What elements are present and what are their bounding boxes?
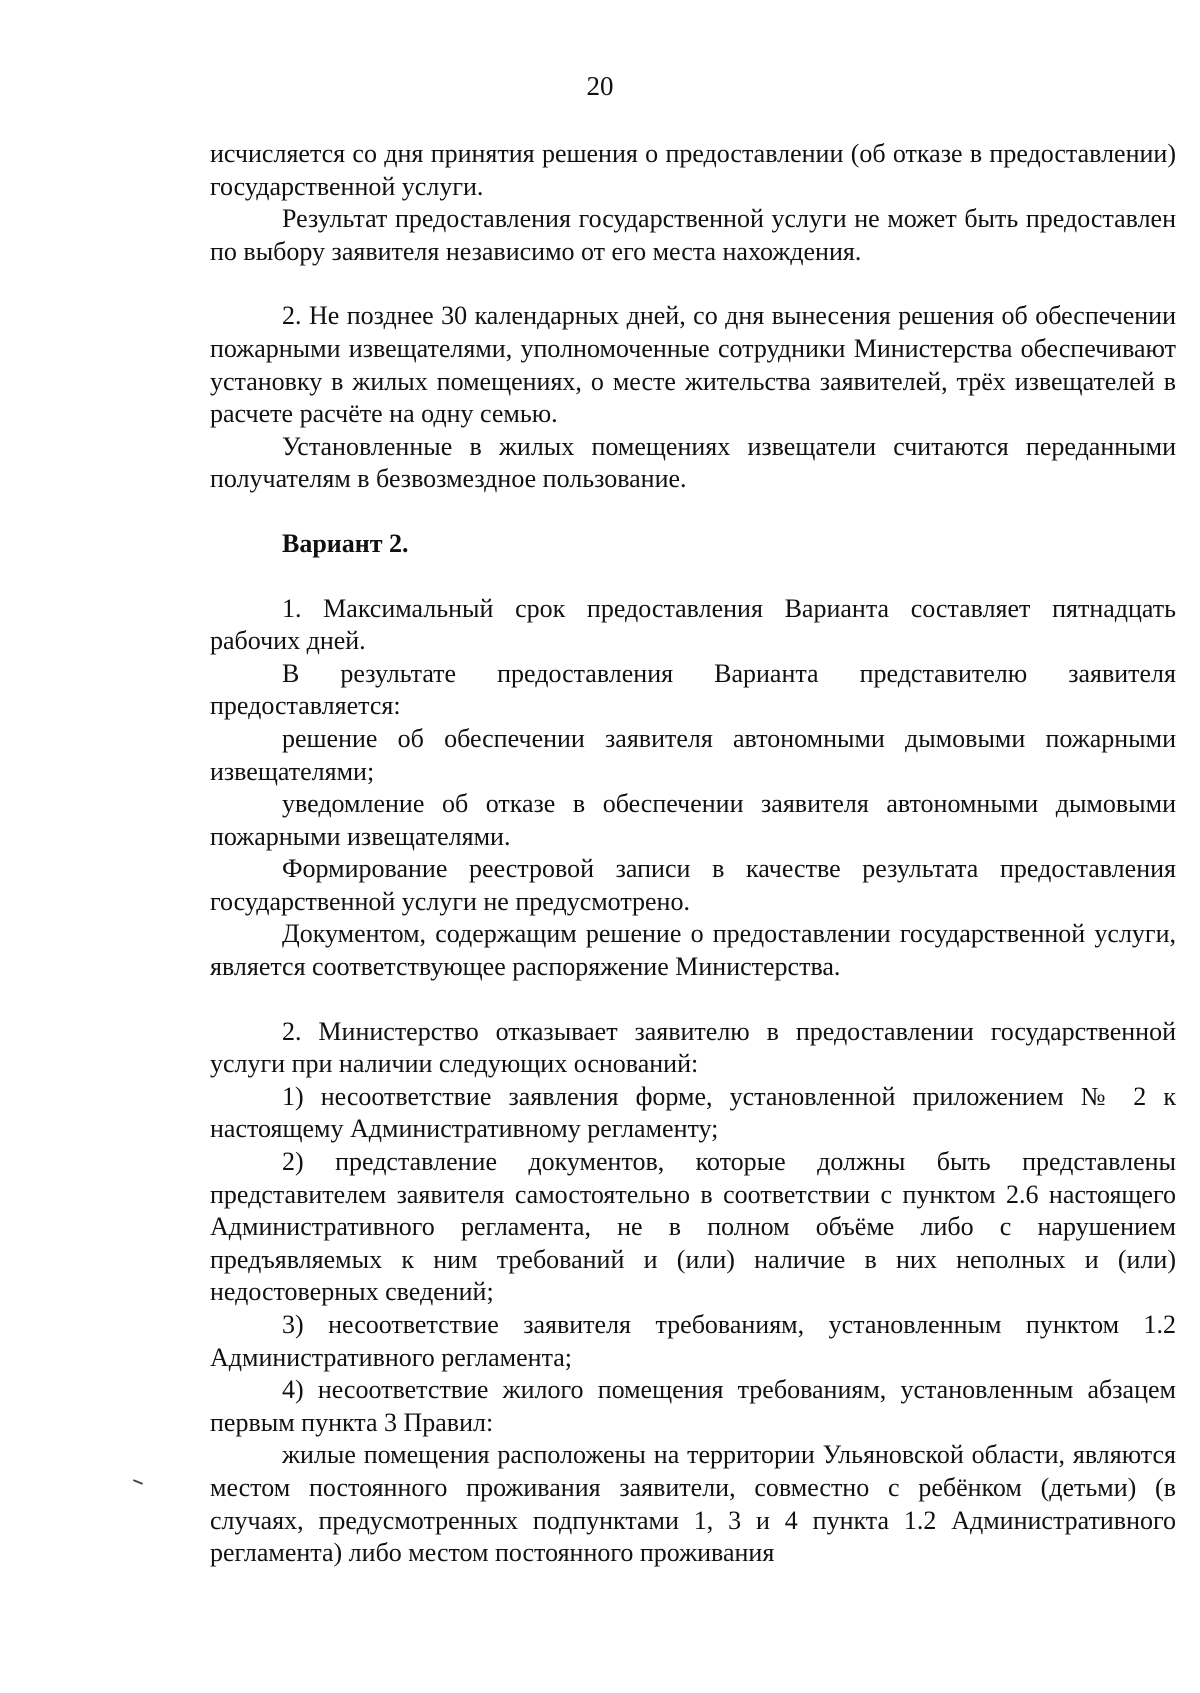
paragraph: 1. Максимальный срок предоставления Варианта составляет пятнадцать рабочих дней. xyxy=(210,593,1176,656)
list-item: 1) несоответствие заявления форме, установленной приложением № 2 к настоящему Административному регламенту; xyxy=(210,1081,1176,1144)
paragraph: Формирование реестровой записи в качестве результата предоставления государственной услуги не предусмотрено. xyxy=(210,854,1176,916)
list-item: 2) представление документов, которые должны быть представлены представителем заявителя самостоятельно в соответствии с пунктом 2.6 настоящего Административного регламента, не в полном объёме либо с нарушением предъявляемых к ним требований и (или) наличие в них неполных и (или) недостоверных сведений; xyxy=(210,1147,1176,1307)
document-body xyxy=(210,138,1176,1570)
paragraph: Установленные в жилых помещениях извещатели считаются переданными получателям в безвозмездное пользование. xyxy=(210,431,1176,494)
margin-mark xyxy=(133,1479,143,1485)
section-heading: Вариант 2. xyxy=(282,528,409,558)
paragraph: решение об обеспечении заявителя автономными дымовыми пожарными извещателями; xyxy=(210,723,1176,786)
page-number: 20 xyxy=(586,71,614,101)
paragraph: Документом, содержащим решение о предоставлении государственной услуги, является соответствующее распоряжение Министерства. xyxy=(210,919,1176,982)
paragraph: 2. Министерство отказывает заявителю в предоставлении государственной услуги при наличии следующих оснований: xyxy=(210,1016,1176,1079)
paragraph: Результат предоставления государственной услуги не может быть предоставлен по выбору заявителя независимо от его места нахождения. xyxy=(210,204,1176,266)
list-item: 4) несоответствие жилого помещения требованиям, установленным абзацем первым пункта 3 Правил: xyxy=(210,1375,1176,1437)
list-item: 3) несоответствие заявителя требованиям, установленным пунктом 1.2 Административного регламента; xyxy=(210,1310,1176,1372)
paragraph: 2. Не позднее 30 календарных дней, со дня вынесения решения об обеспечении пожарными извещателями, уполномоченные сотрудники Министерства обеспечивают установку в жилых помещениях, о месте жительства заявителей, трёх извещателей в расчете расчёте на одну семью. xyxy=(210,301,1176,429)
paragraph: исчисляется со дня принятия решения о предоставлении (об отказе в предоставлении) государственной услуги. xyxy=(210,139,1176,201)
paragraph: уведомление об отказе в обеспечении заявителя автономными дымовыми пожарными извещателями. xyxy=(210,789,1176,851)
paragraph: В результате предоставления Варианта представителю заявителя предоставляется: xyxy=(210,658,1176,721)
paragraph: жилые помещения расположены на территории Ульяновской области, являются местом постоянного проживания заявители, совместно с ребёнком (детьми) (в случаях, предусмотренных подпунктами 1, 3 и 4 пункта 1.2 Административного регламента) либо местом постоянного проживания xyxy=(210,1440,1176,1568)
